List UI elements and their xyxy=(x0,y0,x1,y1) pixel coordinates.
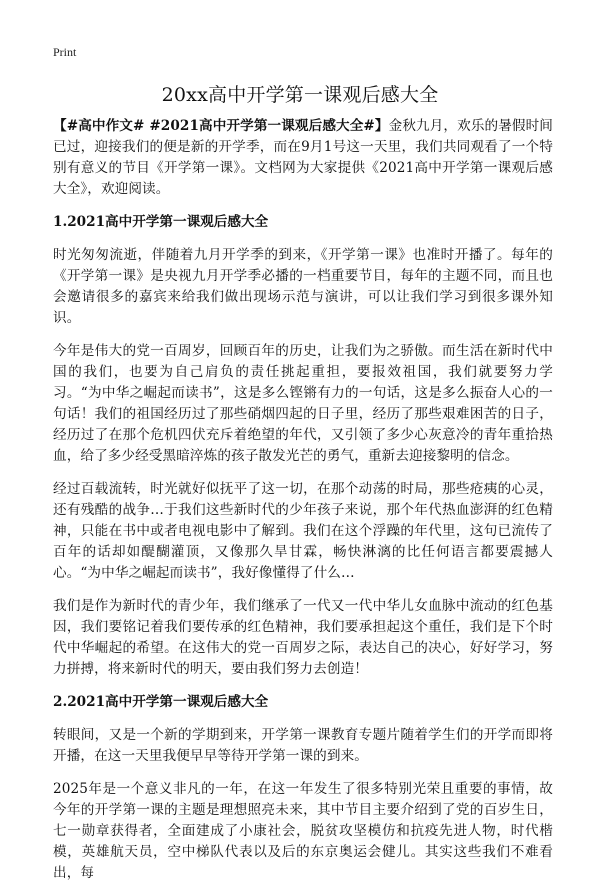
paragraph: 经过百载流转，时光就好似抚平了这一切，在那个动荡的时局，那些疮痍的心灵，还有残酷的战争…于我们这些新时代的少年孩子来说，那个年代热血澎湃的红色精神，只能在书中或者电视电影中了解到。我们在这个浮躁的年代里，这句已流传了百年的话却如醍醐灌顶，又像那久旱甘霖，畅快淋漓的比任何语言都要震撼人心。“为中华之崛起而读书”，我好像懂得了什么… xyxy=(53,481,553,581)
paragraph: 转眼间，又是一个新的学期到来，开学第一课教育专题片随着学生们的开学而即将开播，在这一天里我便早早等待开学第一课的到来。 xyxy=(53,727,553,764)
paragraph: 时光匆匆流逝，伴随着九月开学季的到来，《开学第一课》也准时开播了。每年的《开学第一课》是央视九月开学季必播的一档重要节目，每年的主题不同，而且也会邀请很多的嘉宾来给我们做出现场示范与演讲，可以让我们学习到很多课外知识。 xyxy=(53,247,553,326)
intro-paragraph xyxy=(53,116,553,200)
article-body xyxy=(53,116,553,884)
paragraph: 2025年是一个意义非凡的一年，在这一年发生了很多特别光荣且重要的事情，故今年的开学第一课的主题是理想照亮未来，其中节目主要介绍到了党的百岁生日，七一勋章获得者，全面建成了小康社会，脱贫攻坚模仿和抗疫先进人物，时代楷模，英雄航天员，空中梯队代表以及后的东京奥运会健儿。其实这些我们不难看出，每 xyxy=(53,781,553,881)
section-heading-1: 1.2021高中开学第一课观后感大全 xyxy=(53,214,269,230)
section-heading-2: 2.2021高中开学第一课观后感大全 xyxy=(53,694,269,710)
intro-text: 金秋九月，欢乐的暑假时间已过，迎接我们的便是新的开学季，而在9月1号这一天里，我们共同观看了一个特别有意义的节目《开学第一课》。文档网为大家提供《2021高中开学第一课观后感大全》，欢迎阅读。 xyxy=(53,118,554,197)
paragraph: 今年是伟大的党一百周岁，回顾百年的历史，让我们为之骄傲。而生活在新时代中国的我们，也要为自己肩负的责任挑起重担，要报效祖国，我们就要努力学习。“为中华之崛起而读书”，这是多么铿锵有力的一句话，这是多么振奋人心的一句话！我们的祖国经历过了那些硝烟四起的日子里，经历了那些艰难困苦的日子，经历过了在那个危机四伏充斥着绝望的年代，又引领了多少心灰意冷的青年重拾热血，给了多少经受黑暗淬炼的孩子散发光芒的勇气，重新去迎接黎明的信念。 xyxy=(53,343,553,464)
page-title: 20xx高中开学第一课观后感大全 xyxy=(161,84,439,106)
print-link[interactable]: Print xyxy=(53,45,77,59)
intro-lead: 【#高中作文# #2021高中开学第一课观后感大全#】 xyxy=(53,118,389,134)
paragraph: 我们是作为新时代的青少年，我们继承了一代又一代中华儿女血脉中流动的红色基因，我们要铭记着我们要传承的红色精神，我们要承担起这个重任，我们是下个时代中华崛起的希望。在这伟大的党一百周岁之际，表达自己的决心，好好学习，努力拼搏，将来新时代的明天，要由我们努力去创造！ xyxy=(53,598,553,677)
